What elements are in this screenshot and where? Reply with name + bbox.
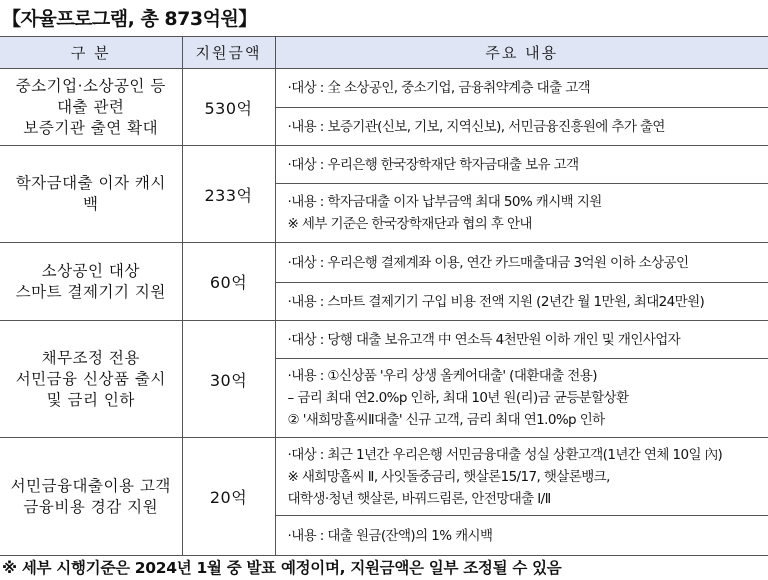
category-cell [0, 243, 182, 321]
detail-target-cell [275, 321, 768, 359]
detail-line: – 금리 최대 연2.0%p 인하, 최대 10년 원(리)금 균등분할상환 [287, 390, 629, 406]
detail-target-cell [275, 69, 768, 108]
detail-content-cell [275, 516, 768, 556]
table-row [0, 243, 768, 283]
category-line: 학자금대출 이자 캐시 [15, 174, 166, 192]
document-title: 【자율프로그램, 총 873억원】 [2, 8, 257, 30]
detail-line: ·대상 : 최근 1년간 우리은행 서민금융대출 성실 상환고객(1년간 연체 10일 內) [287, 446, 723, 463]
detail-line: ·대상 : 당행 대출 보유고객 中 연소득 4천만원 이하 개인 및 개인사업자 [287, 331, 681, 348]
category-line: 중소기업·소상공인 등 [15, 76, 166, 95]
amount-cell: 530억 [182, 69, 275, 146]
detail-line: ·내용 : ①신상품 '우리 상생 올케어대출' (대환대출 전용) [287, 368, 597, 384]
category-line: 스마트 결제기기 지원 [15, 282, 166, 301]
table-header-row [0, 37, 768, 69]
category-cell [0, 146, 182, 243]
category-line: 서민금융대출이용 고객 [10, 476, 171, 495]
category-cell [0, 438, 182, 556]
category-line: 금융비용 경감 지원 [23, 497, 159, 516]
category-line: 백 [83, 195, 99, 213]
table-row [0, 321, 768, 359]
detail-target-cell [275, 438, 768, 516]
amount-cell: 60억 [182, 243, 275, 321]
detail-line: ·대상 : 全 소상공인, 중소기업, 금융취약계층 대출 고객 [287, 80, 591, 96]
category-line: 및 금리 인하 [46, 390, 135, 409]
table-row [0, 438, 768, 516]
program-table [0, 36, 768, 556]
detail-content-cell [275, 108, 768, 146]
category-line: 소상공인 대상 [41, 261, 140, 280]
category-line: 보증기관 출연 확대 [23, 118, 159, 137]
amount-cell: 233억 [182, 146, 275, 243]
header-category: 구 분 [0, 37, 182, 69]
table-row [0, 69, 768, 108]
footnote [2, 556, 561, 580]
category-line: 서민금융 신상품 출시 [15, 369, 166, 388]
detail-line: ·내용 : 학자금대출 이자 납부금액 최대 50% 캐시백 지원 [287, 194, 602, 210]
category-cell [0, 321, 182, 438]
detail-line: ·내용 : 보증기관(신보, 기보, 지역신보), 서민금융진흥원에 추가 출연 [287, 118, 665, 135]
header-amount: 지원금액 [182, 37, 275, 69]
detail-target-cell [275, 146, 768, 184]
table-row [0, 146, 768, 184]
detail-line: ·내용 : 스마트 결제기기 구입 비용 전액 지원 (2년간 월 1만원, 최대24만원) [287, 293, 705, 310]
amount-cell: 20억 [182, 438, 275, 556]
detail-note-line: ※ 세부 기준은 한국장학재단과 협의 후 안내 [287, 216, 532, 232]
detail-target-cell [275, 243, 768, 283]
detail-note-line: ※ 새희망홀씨 Ⅱ, 사잇돌중금리, 햇살론15/17, 햇살론뱅크, [287, 468, 610, 485]
amount-cell: 30억 [182, 321, 275, 438]
detail-note-line: 대학생·청년 햇살론, 바꿔드림론, 안전망대출 Ⅰ/Ⅱ [287, 490, 551, 507]
detail-line: ·내용 : 대출 원금(잔액)의 1% 캐시백 [287, 527, 493, 544]
category-cell [0, 69, 182, 146]
detail-content-cell [275, 283, 768, 321]
category-line: 채무조정 전용 [41, 348, 140, 367]
footnote-text: ※ 세부 시행기준은 2024년 1월 중 발표 예정이며, 지원금액은 일부 조정될 수 있음 [2, 559, 562, 577]
category-line: 대출 관련 [57, 97, 125, 116]
detail-line: ·대상 : 우리은행 한국장학재단 학자금대출 보유 고객 [287, 156, 579, 173]
detail-content-cell [275, 359, 768, 438]
detail-line: ·대상 : 우리은행 결제계좌 이용, 연간 카드매출대금 3억원 이하 소상공인 [287, 254, 689, 271]
detail-content-cell [275, 184, 768, 243]
detail-line: ② '새희망홀씨Ⅱ대출' 신규 고객, 금리 최대 연1.0%p 인하 [287, 412, 605, 428]
header-details: 주요 내용 [275, 37, 768, 69]
